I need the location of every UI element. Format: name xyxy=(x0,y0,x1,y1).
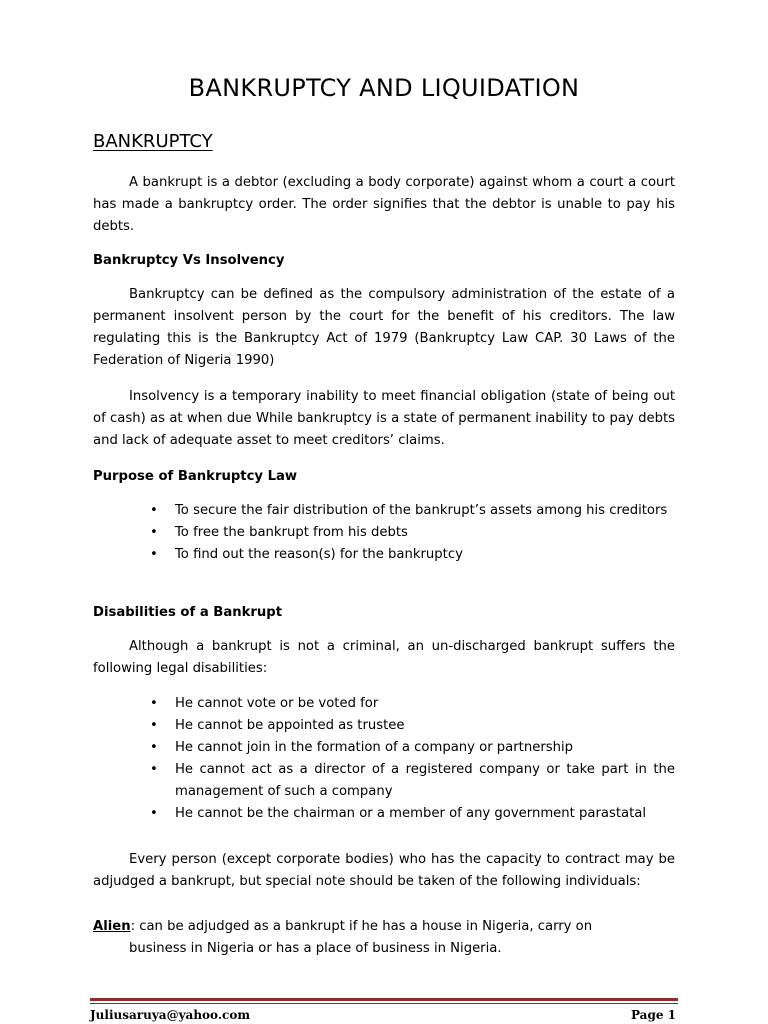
disabilities-heading: Disabilities of a Bankrupt xyxy=(93,605,283,620)
bullet-icon: • xyxy=(150,762,158,777)
section-heading: BANKRUPTCY xyxy=(93,131,213,152)
list-item-text: He cannot be appointed as trustee xyxy=(175,718,405,733)
list-item-text: He cannot act as a director of a registered company or take part in the management of such a company xyxy=(175,762,675,799)
bankruptcy-definition-paragraph: Bankruptcy can be defined as the compulsory administration of the estate of a permanent insolvent person by the court for the benefit of his creditors. The law regulating this is the Bankruptcy Act of 1979 (Bankruptcy Law CAP. 30 Laws of the Federation of Nigeria 1990) xyxy=(93,287,675,368)
purpose-list xyxy=(150,500,675,566)
purpose-heading: Purpose of Bankruptcy Law xyxy=(93,469,298,484)
list-item xyxy=(150,544,675,566)
bullet-icon: • xyxy=(150,740,158,755)
alien-entry xyxy=(93,916,675,938)
footer-email: Juliusaruya@yahoo.com xyxy=(90,1008,251,1022)
list-item xyxy=(150,759,675,803)
persons-paragraph: Every person (except corporate bodies) who has the capacity to contract may be adjudged a bankrupt, but special note should be taken of the following individuals: xyxy=(93,852,675,889)
document-title: BANKRUPTCY AND LIQUIDATION xyxy=(188,74,580,102)
vs-heading: Bankruptcy Vs Insolvency xyxy=(93,253,285,268)
list-item xyxy=(150,522,675,544)
list-item-text: To find out the reason(s) for the bankruptcy xyxy=(175,547,463,562)
footer-divider-thin xyxy=(90,1003,678,1004)
list-item xyxy=(150,693,675,715)
intro-paragraph: A bankrupt is a debtor (excluding a body corporate) against whom a court a court has made a bankruptcy order. The order signifies that the debtor is unable to pay his debts. xyxy=(93,175,675,234)
alien-text-line1: : can be adjudged as a bankrupt if he has a house in Nigeria, carry on xyxy=(130,919,593,934)
footer-divider xyxy=(90,998,678,1001)
alien-term: Alien xyxy=(93,919,131,934)
list-item-text: To free the bankrupt from his debts xyxy=(175,525,408,540)
bullet-icon: • xyxy=(150,547,158,562)
bullet-icon: • xyxy=(150,503,158,518)
list-item xyxy=(150,715,675,737)
disabilities-intro-paragraph: Although a bankrupt is not a criminal, an un-discharged bankrupt suffers the following legal disabilities: xyxy=(93,639,675,676)
list-item-text: He cannot vote or be voted for xyxy=(175,696,379,711)
alien-text-line2: business in Nigeria or has a place of business in Nigeria. xyxy=(129,941,502,956)
list-item xyxy=(150,500,675,522)
bullet-icon: • xyxy=(150,718,158,733)
bullet-icon: • xyxy=(150,806,158,821)
page-number: Page 1 xyxy=(630,1008,676,1022)
list-item-text: He cannot be the chairman or a member of any government parastatal xyxy=(175,806,647,821)
list-item-text: He cannot join in the formation of a company or partnership xyxy=(175,740,574,755)
list-item-text: To secure the fair distribution of the bankrupt’s assets among his creditors xyxy=(175,503,668,518)
list-item xyxy=(150,803,675,825)
insolvency-paragraph: Insolvency is a temporary inability to meet financial obligation (state of being out of cash) as at when due While bankruptcy is a state of permanent inability to pay debts and lack of adequate asset to meet creditors’ claims. xyxy=(93,389,675,448)
bullet-icon: • xyxy=(150,525,158,540)
disabilities-list xyxy=(150,693,675,825)
list-item xyxy=(150,737,675,759)
bullet-icon: • xyxy=(150,696,158,711)
